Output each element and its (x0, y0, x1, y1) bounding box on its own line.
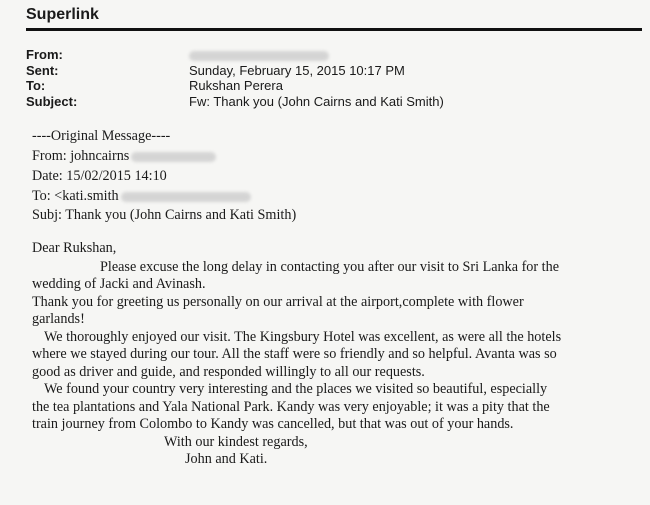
sent-label: Sent: (26, 63, 59, 78)
to-label: To: (26, 78, 46, 93)
original-separator: ----Original Message---- (32, 128, 171, 144)
letter-line-5: We thoroughly enjoyed our visit. The Kingsbury Hotel was excellent, as were all the hotels (44, 329, 562, 345)
original-from: From: johncairns (32, 148, 216, 165)
letter-line-10: train journey from Colombo to Kandy was cancelled, but that was out of your hands. (32, 416, 514, 432)
header-rule (26, 28, 642, 31)
letter-line-8: We found your country very interesting and the places we visited so beautiful, especially (44, 381, 548, 397)
letter-greeting: Dear Rukshan, (32, 240, 117, 256)
letter-line-4: garlands! (32, 311, 85, 327)
letter-line-1: Please excuse the long delay in contacting you after our visit to Sri Lanka for the (100, 259, 559, 275)
letter-line-3: Thank you for greeting us personally on our arrival at the airport,complete with flower (32, 294, 524, 310)
subject-label: Subject: (26, 94, 78, 109)
letter-line-9: the tea plantations and Yala National Park. Kandy was very enjoyable; it was a pity that the (32, 399, 550, 415)
sent-value: Sunday, February 15, 2015 10:17 PM (189, 63, 405, 78)
letter-line-6: where we stayed during our tour. All the staff were so friendly and so helpful. Avanta was so (32, 346, 557, 362)
letter-signoff: John and Kati. (185, 451, 268, 467)
brand-title: Superlink (26, 6, 99, 23)
original-to: To: <kati.smith (32, 188, 251, 205)
letter-line-2: wedding of Jacki and Avinash. (32, 276, 206, 292)
original-date: Date: 15/02/2015 14:10 (32, 168, 167, 184)
to-value: Rukshan Perera (189, 78, 283, 93)
letter-closing: With our kindest regards, (164, 434, 308, 450)
letter-line-7: good as driver and guide, and responded willingly to all our requests. (32, 364, 425, 380)
subject-value: Fw: Thank you (John Cairns and Kati Smith) (189, 94, 444, 109)
from-value-redacted (189, 47, 329, 62)
from-label: From: (26, 47, 63, 62)
original-subject: Subj: Thank you (John Cairns and Kati Smith) (32, 207, 297, 223)
